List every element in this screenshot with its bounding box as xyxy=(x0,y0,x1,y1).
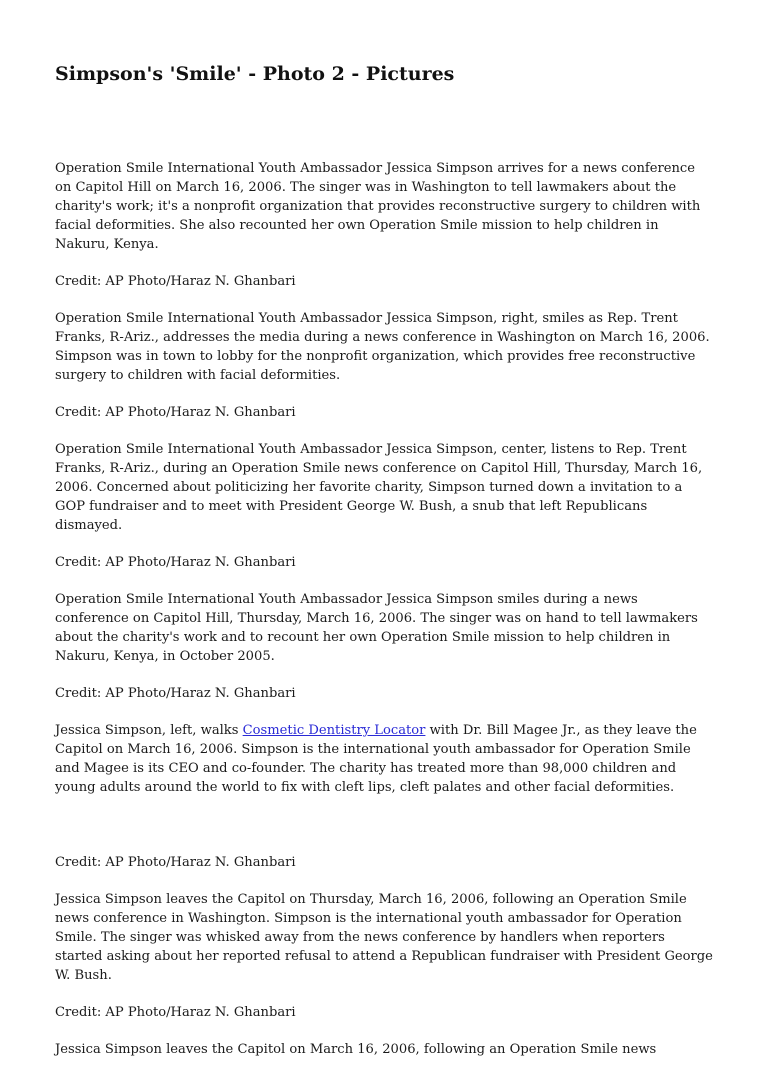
photo-credit-3: Credit: AP Photo/Haraz N. Ghanbari xyxy=(55,555,296,570)
article-body xyxy=(55,159,715,1077)
paragraph-5-text-end: with Dr. Bill Magee Jr., as they leave the Capitol on March 16, 2006. Simpson is the international youth ambassador for Operation Smile and Magee is its CEO and co-founder. The charity has treated more than 98,000 children and young adults around the world to fix with cleft lips, cleft palates and other facial deformities. xyxy=(55,723,697,795)
photo-credit-6: Credit: AP Photo/Haraz N. Ghanbari xyxy=(55,1005,296,1020)
paragraph-5 xyxy=(55,721,715,797)
paragraph-2: Operation Smile International Youth Ambassador Jessica Simpson, right, smiles as Rep. Trent Franks, R-Ariz., addresses the media during a news conference in Washington on March 16, 2006. Simpson was in town to lobby for the nonprofit organization, which provides free reconstructive surgery to children with facial deformities. xyxy=(55,311,710,383)
photo-credit-1: Credit: AP Photo/Haraz N. Ghanbari xyxy=(55,274,296,289)
photo-credit-4: Credit: AP Photo/Haraz N. Ghanbari xyxy=(55,686,296,701)
paragraph-5-text-start: Jessica Simpson, left, walks xyxy=(55,723,243,738)
paragraph-7: Jessica Simpson leaves the Capitol on March 16, 2006, following an Operation Smile news xyxy=(55,1042,657,1057)
photo-credit-5: Credit: AP Photo/Haraz N. Ghanbari xyxy=(55,855,296,870)
cosmetic-dentistry-locator-link[interactable]: Cosmetic Dentistry Locator xyxy=(242,723,426,738)
page-title: Simpson's 'Smile' - Photo 2 - Pictures xyxy=(55,63,455,85)
paragraph-4: Operation Smile International Youth Ambassador Jessica Simpson smiles during a news conference on Capitol Hill, Thursday, March 16, 2006. The singer was on hand to tell lawmakers about the charity's work and to recount her own Operation Smile mission to help children in Nakuru, Kenya, in October 2005. xyxy=(55,592,698,664)
paragraph-6: Jessica Simpson leaves the Capitol on Thursday, March 16, 2006, following an Operation Smile news conference in Washington. Simpson is the international youth ambassador for Operation Smile. The singer was whisked away from the news conference by handlers when reporters started asking about her reported refusal to attend a Republican fundraiser with President George W. Bush. xyxy=(55,892,713,983)
paragraph-3: Operation Smile International Youth Ambassador Jessica Simpson, center, listens to Rep. Trent Franks, R-Ariz., during an Operation Smile news conference on Capitol Hill, Thursday, March 16, 2006. Concerned about politicizing her favorite charity, Simpson turned down a invitation to a GOP fundraiser and to meet with President George W. Bush, a snub that left Republicans dismayed. xyxy=(55,442,703,533)
paragraph-1: Operation Smile International Youth Ambassador Jessica Simpson arrives for a news conference on Capitol Hill on March 16, 2006. The singer was in Washington to tell lawmakers about the charity's work; it's a nonprofit organization that provides reconstructive surgery to children with facial deformities. She also recounted her own Operation Smile mission to help children in Nakuru, Kenya. xyxy=(55,161,701,252)
photo-credit-2: Credit: AP Photo/Haraz N. Ghanbari xyxy=(55,405,296,420)
